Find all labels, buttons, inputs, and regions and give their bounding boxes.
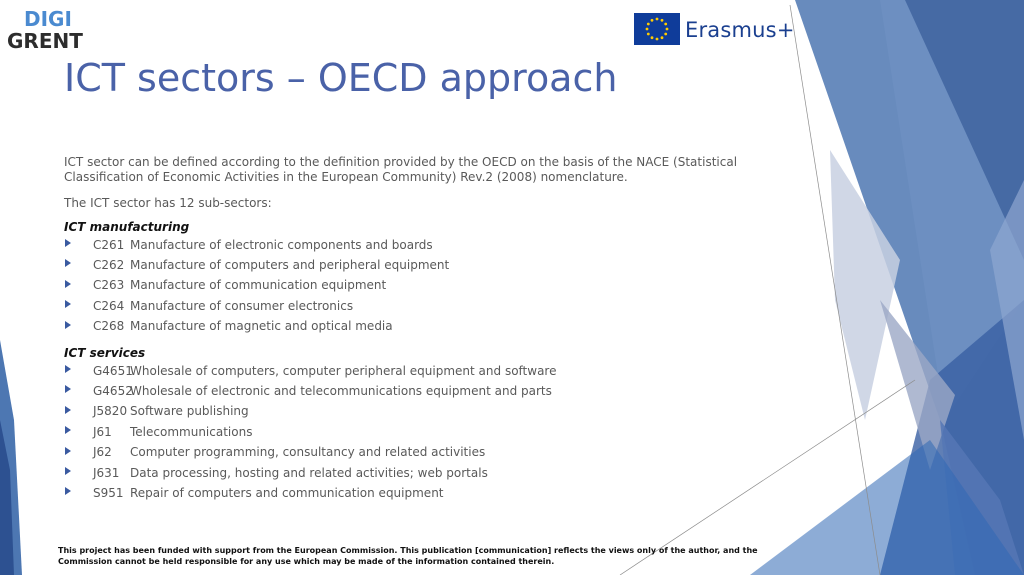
ict-services-heading: ICT services — [64, 345, 146, 360]
bullet-triangle-icon — [65, 385, 71, 393]
sector-code: J631 — [93, 465, 120, 480]
list-item — [64, 443, 784, 463]
bullet-triangle-icon — [65, 239, 71, 247]
list-item — [64, 381, 784, 401]
list-item — [64, 483, 784, 503]
erasmus-logo-text: Erasmus+ — [685, 18, 795, 42]
sector-description: Wholesale of electronic and telecommunications equipment and parts — [130, 384, 552, 399]
sector-code: G4652 — [93, 384, 133, 399]
funding-disclaimer: This project has been funded with support from the European Commission. This publication [communication] reflects the views only of the author, and the Commission cannot be held responsible for any use which may be made of the information contained therein. — [58, 546, 758, 566]
sector-code: C264 — [93, 298, 125, 313]
sector-code: C261 — [93, 237, 125, 252]
bullet-triangle-icon — [65, 321, 71, 329]
sector-description: Manufacture of consumer electronics — [130, 298, 354, 313]
sector-code: C263 — [93, 278, 125, 293]
bullet-triangle-icon — [65, 467, 71, 475]
subsectors-count-text: The ICT sector has 12 sub-sectors: — [64, 196, 272, 210]
list-item — [64, 402, 784, 422]
bullet-triangle-icon — [65, 426, 71, 434]
list-item — [64, 235, 784, 255]
list-item — [64, 422, 784, 442]
list-item — [64, 463, 784, 483]
page-title: ICT sectors – OECD approach — [64, 56, 618, 100]
sector-code: S951 — [93, 485, 124, 500]
ict-manufacturing-list — [64, 235, 784, 337]
list-item — [64, 317, 784, 337]
digigrent-logo-line2: GRENT — [7, 29, 83, 52]
eu-flag-icon — [634, 13, 680, 45]
sector-description: Manufacture of communication equipment — [130, 278, 387, 293]
sector-description: Computer programming, consultancy and related activities — [130, 445, 486, 460]
sector-description: Data processing, hosting and related activities; web portals — [130, 465, 488, 480]
list-item — [64, 276, 784, 296]
sector-code: C262 — [93, 258, 125, 273]
sector-code: J5820 — [93, 404, 128, 419]
ict-manufacturing-heading: ICT manufacturing — [64, 220, 190, 234]
bullet-triangle-icon — [65, 447, 71, 455]
ict-services-list — [64, 361, 784, 504]
sector-description: Manufacture of magnetic and optical media — [130, 319, 393, 334]
sector-description: Manufacture of electronic components and boards — [130, 237, 433, 252]
list-item — [64, 255, 784, 275]
sector-code: C268 — [93, 319, 125, 334]
sector-description: Software publishing — [130, 404, 249, 419]
sector-code: J62 — [93, 445, 112, 460]
digigrent-logo — [6, 6, 86, 52]
bullet-triangle-icon — [65, 365, 71, 373]
slide-content — [64, 155, 784, 513]
sector-description: Repair of computers and communication equipment — [130, 485, 444, 500]
bullet-triangle-icon — [65, 406, 71, 414]
bullet-triangle-icon — [65, 300, 71, 308]
digigrent-logo-line1: DIGI — [24, 7, 72, 31]
sector-code: J61 — [93, 424, 112, 439]
bullet-triangle-icon — [65, 487, 71, 495]
list-item — [64, 296, 784, 316]
sector-description: Wholesale of computers, computer peripheral equipment and software — [130, 363, 557, 378]
erasmus-plus-logo — [634, 13, 795, 47]
bullet-triangle-icon — [65, 280, 71, 288]
intro-paragraph: ICT sector can be defined according to the definition provided by the OECD on the basis of the NACE (Statistical Classification of Economic Activities in the European Community) Rev.2 (2008) nomenclature. — [64, 155, 738, 184]
sector-code: G4651 — [93, 363, 133, 378]
bullet-triangle-icon — [65, 259, 71, 267]
list-item — [64, 361, 784, 381]
sector-description: Manufacture of computers and peripheral equipment — [130, 258, 450, 273]
sector-description: Telecommunications — [130, 424, 253, 439]
